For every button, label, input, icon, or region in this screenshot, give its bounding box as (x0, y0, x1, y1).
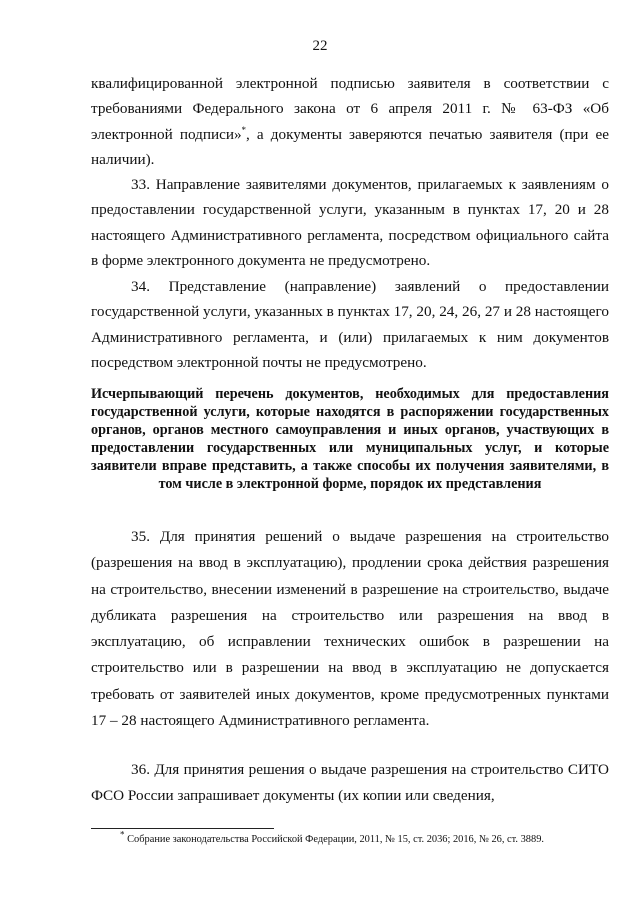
paragraph-text: 34. Представление (направление) заявлений о предоставлении государственной услуги, указанных в пунктах 17, 20, 24, 26, 27 и 28 настоящего Административного регламента, и (или) прилагаемых к ним документов посредством электронной почты не предусмотрено. (91, 278, 609, 372)
paragraph-text: 35. Для принятия решений о выдаче разрешения на строительство (разрешения на ввод в эксплуатацию), продлении срока действия разрешения на строительство, внесении изменений в разрешение на строительство, выдаче дубликата разрешения на строительство или разрешения на ввод в эксплуатацию, об исправлении технических ошибок в разрешении на строительство или в разрешении на ввод в эксплуатацию не допускается требовать от заявителей иных документов, кроме предусмотренных пунктами 17 – 28 настоящего Административного регламента. (91, 528, 609, 730)
footnote-reference: * (241, 124, 247, 135)
paragraph-33 (91, 172, 609, 274)
footnote-text: Собрание законодательства Российской Федерации, 2011, № 15, ст. 2036; 2016, № 26, ст. 3889. (124, 834, 544, 845)
paragraph-34 (91, 274, 609, 376)
page-number: 22 (312, 38, 328, 54)
paragraph-text: 33. Направление заявителями документов, прилагаемых к заявлениям о предоставлении государственной услуги, указанным в пунктах 17, 20 и 28 настоящего Административного регламента, посредством официального сайта в форме электронного документа не предусмотрено. (91, 176, 609, 270)
continuation-paragraph (91, 71, 609, 173)
paragraph-text (91, 71, 609, 173)
paragraph-text-tail: , а документы заверяются печатью заявителя (при ее наличии). (91, 125, 609, 169)
paragraph-text: 36. Для принятия решения о выдаче разрешения на строительство СИТО ФСО России запрашивает документы (их копии или сведения, (91, 761, 609, 805)
section-heading (91, 385, 609, 493)
footnote-mark: * (120, 829, 125, 840)
section-heading-text: Исчерпывающий перечень документов, необходимых для предоставления государственной услуги, которые находятся в распоряжении государственных органов, органов местного самоуправления и иных органов, участвующих в предоставлении государственных или муниципальных услуг, и которые заявители вправе представить, а также способы их получения заявителями, в том числе в электронной форме, порядок их представления (91, 386, 609, 492)
paragraph-36 (91, 757, 609, 810)
footnote (120, 829, 610, 846)
footnote-divider (91, 828, 274, 829)
paragraph-35 (91, 524, 609, 734)
paragraph-text-main: квалифицированной электронной подписью заявителя в соответствии с требованиями Федерального закона от 6 апреля 2011 г. № 63-ФЗ «Об электронной подписи» (91, 75, 609, 143)
